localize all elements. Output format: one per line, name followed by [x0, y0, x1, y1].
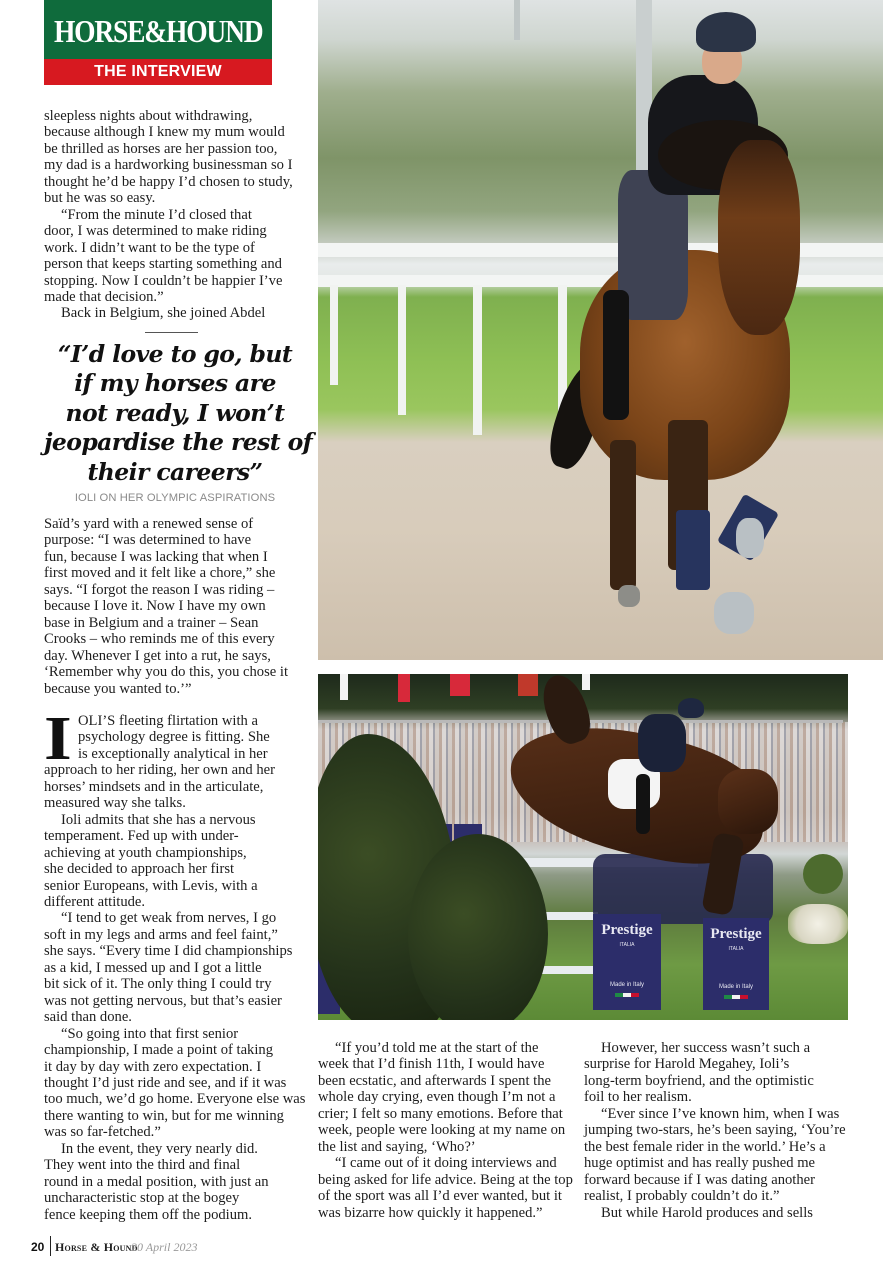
sponsor-board — [703, 918, 769, 1010]
text-line: person that keeps starting something and — [44, 256, 282, 273]
text-line: there wanting to win, but for me winning — [44, 1107, 284, 1124]
horse-leg — [610, 440, 636, 590]
text-line: championship, I made a point of taking — [44, 1042, 273, 1059]
text-line: But while Harold produces and sells — [601, 1204, 813, 1221]
text-line: psychology degree is fitting. She — [78, 729, 270, 746]
text-line: Back in Belgium, she joined Abdel — [61, 305, 266, 322]
text-line: fun, because I was lacking that when I — [44, 548, 268, 565]
text-line: measured way she talks. — [44, 795, 186, 812]
sponsor-sub: ITALIA — [728, 946, 744, 952]
text-line: “From the minute I’d closed that — [61, 206, 252, 223]
text-line: first moved and it felt like a chore,” she — [44, 565, 276, 582]
rider-jacket — [638, 714, 686, 772]
text-line: jumping two-stars, he’s been saying, ‘You’re — [584, 1122, 846, 1139]
text-line: Saïd’s yard with a renewed sense of — [44, 516, 254, 532]
text-line: been ecstatic, and afterwards I spent the — [318, 1072, 551, 1089]
text-line: forward because if I was dating another — [584, 1171, 815, 1188]
text-line: approach to her riding, her own and her — [44, 762, 275, 779]
text-line: huge optimist and has really pushed me — [584, 1155, 816, 1172]
text-line: was not getting nervous, but that’s easier — [44, 992, 282, 1009]
article-column-left-middle — [44, 516, 306, 697]
text-line: bit sick of it. The only thing I could try — [44, 976, 272, 993]
text-line: was bizarre how quickly it happened.” — [318, 1204, 543, 1221]
text-line: “Ever since I’ve known him, when I was — [601, 1105, 840, 1122]
article-column-right — [584, 1040, 846, 1221]
pull-quote — [44, 340, 313, 487]
brand-name: HORSE&HOUND — [53, 13, 263, 49]
text-line: whole day crying, even though I’m not a — [318, 1089, 556, 1106]
pull-quote-credit: IOLI ON HER OLYMPIC ASPIRATIONS — [74, 492, 276, 504]
text-line: purpose: “I was determined to have — [44, 532, 252, 549]
photo-rider-arena — [318, 0, 883, 660]
text-line: “I tend to get weak from nerves, I go — [61, 910, 277, 927]
masthead — [44, 0, 272, 85]
text-line: surprise for Harold Megahey, Ioli’s — [584, 1056, 790, 1073]
page-number: 20 — [31, 1240, 45, 1254]
text-line: is exceptionally analytical in her — [78, 745, 268, 762]
text-line: week that I’d finish 11th, I would have — [318, 1056, 545, 1073]
footer-divider — [50, 1236, 51, 1256]
text-line: realist, I probably couldn’t do it.” — [584, 1188, 780, 1205]
sponsor-tagline: Made in Italy — [609, 982, 645, 988]
drop-cap: I — [44, 705, 72, 773]
text-line: “I came out of it doing interviews and — [335, 1155, 557, 1172]
text-line: she says. “Every time I did championships — [44, 943, 293, 960]
text-line: week, people were looking at my name on — [318, 1122, 566, 1139]
hoof — [714, 592, 754, 634]
text-line: temperament. Fed up with under- — [44, 828, 239, 845]
text-line: because although I knew my mum would — [44, 124, 285, 141]
text-line: crier; I felt so many emotions. Before that — [318, 1105, 563, 1122]
text-line: day. Whenever I get into a rut, he says, — [44, 647, 271, 664]
footer-issue-date: 20 April 2023 — [131, 1240, 198, 1254]
text-line: They went into the third and final — [44, 1157, 241, 1174]
text-line: long-term boyfriend, and the optimistic — [584, 1072, 814, 1089]
riding-boot — [603, 290, 629, 420]
article-column-left-bottom — [44, 705, 306, 1223]
sponsor-tagline: Made in Italy — [718, 984, 754, 990]
flag — [398, 674, 410, 702]
text-line: she decided to approach her first — [44, 861, 235, 878]
hoof — [618, 585, 640, 607]
italian-flag-stripe — [724, 995, 748, 999]
sponsor-sub: ITALIA — [619, 942, 635, 948]
riding-boot — [636, 774, 650, 834]
horse-head — [718, 140, 800, 335]
text-line: “So going into that first senior — [61, 1025, 239, 1042]
text-line: fence keeping them off the podium. — [44, 1206, 253, 1223]
sponsor-board — [593, 914, 661, 1010]
text-line: said than done. — [44, 1009, 132, 1026]
text-line: because you wanted to.’” — [44, 680, 192, 697]
riding-helmet — [678, 698, 704, 718]
horse-head — [718, 769, 778, 834]
text-line: being asked for life advice. Being at the top — [318, 1171, 573, 1188]
text-line: round in a medal position, with just an — [44, 1173, 269, 1190]
text-line: Crooks – who reminds me of this every — [44, 631, 275, 648]
text-line: In the event, they very nearly did. — [61, 1140, 258, 1157]
text-line: too much, we’d go home. Everyone else was — [44, 1091, 306, 1108]
text-line: Ioli admits that she has a nervous — [61, 811, 256, 828]
italian-flag-stripe — [615, 993, 639, 997]
pull-quote-line: their careers” — [87, 457, 263, 486]
footer-magazine-name: Horse & Hound — [55, 1240, 138, 1254]
riding-helmet — [696, 12, 756, 52]
brand-logo — [44, 0, 272, 59]
flower-planter — [788, 904, 848, 944]
text-line: uncharacteristic stop at the bogey — [44, 1190, 240, 1207]
flag — [518, 674, 538, 696]
fence-post — [330, 285, 338, 385]
pull-quote-line: jeopardise the rest of — [44, 428, 313, 457]
text-line: as a kid, I messed up and I got a little — [44, 959, 262, 976]
topiary-tree — [803, 854, 843, 894]
section-label: THE INTERVIEW — [44, 59, 272, 85]
flag — [582, 674, 590, 690]
text-line: says. “I forgot the reason I was riding – — [44, 581, 275, 598]
text-line: door, I was determined to make riding — [44, 223, 267, 240]
foreground-topiary — [408, 834, 548, 1020]
text-line: thought he’d be happy I’d chosen to study, — [44, 173, 293, 190]
pull-quote-line: not ready, I won’t — [65, 398, 285, 427]
text-line: the best female rider in the world.’ He’s a — [584, 1138, 826, 1155]
text-line: ‘Remember why you do this, you chose it — [44, 664, 289, 681]
pull-quote-divider — [145, 332, 198, 333]
text-line: foil to her realism. — [584, 1089, 692, 1106]
text-line: made that decision.” — [44, 288, 164, 305]
pull-quote-line: “I’d love to go, but — [57, 340, 293, 368]
text-line: base in Belgium and a trainer – Sean — [44, 614, 259, 631]
sponsor-brand: Prestige — [710, 926, 762, 942]
text-line: senior Europeans, with Levis, with a — [44, 877, 258, 894]
pull-quote-line: if my horses are — [74, 369, 276, 398]
fence-post — [398, 285, 406, 415]
text-line: “If you’d told me at the start of the — [335, 1040, 539, 1056]
text-line: stopping. Now I couldn’t be happier I’ve — [44, 272, 283, 289]
article-column-left-top — [44, 108, 306, 322]
text-line: it day by day with zero expectation. I — [44, 1058, 262, 1075]
text-line: be thrilled as horses are her passion too, — [44, 140, 278, 157]
text-line: the list and saying, ‘Who?’ — [318, 1138, 476, 1155]
photo-show-jumping — [318, 674, 848, 1020]
hoof — [736, 518, 764, 558]
text-line: was so far-fetched.” — [44, 1124, 161, 1141]
text-line: work. I didn’t want to be the type of — [44, 239, 255, 256]
text-line: different attitude. — [44, 893, 146, 910]
light-pole — [514, 0, 520, 40]
text-line: achieving at youth championships, — [44, 844, 247, 861]
fence-post — [473, 285, 482, 435]
flag — [340, 674, 348, 700]
sponsor-brand: Prestige — [601, 922, 653, 938]
text-line: thought I’d just ride and see, and if it was — [44, 1074, 287, 1091]
flag — [450, 674, 470, 696]
text-line: of the sport was all I’d ever wanted, but it — [318, 1188, 562, 1205]
text-line: my dad is a hardworking businessman so I — [44, 157, 293, 174]
text-line: OLI’S fleeting flirtation with a — [78, 713, 258, 729]
text-line: because I love it. Now I have my own — [44, 598, 266, 615]
text-line: sleepless nights about withdrawing, — [44, 108, 253, 124]
article-column-middle — [318, 1040, 576, 1221]
text-line: However, her success wasn’t such a — [601, 1040, 811, 1056]
text-line: but he was so easy. — [44, 190, 156, 207]
text-line: soft in my legs and arms and feel faint,” — [44, 926, 278, 943]
leg-bandage — [676, 510, 710, 590]
text-line: horses’ mindsets and in the articulate, — [44, 778, 264, 795]
